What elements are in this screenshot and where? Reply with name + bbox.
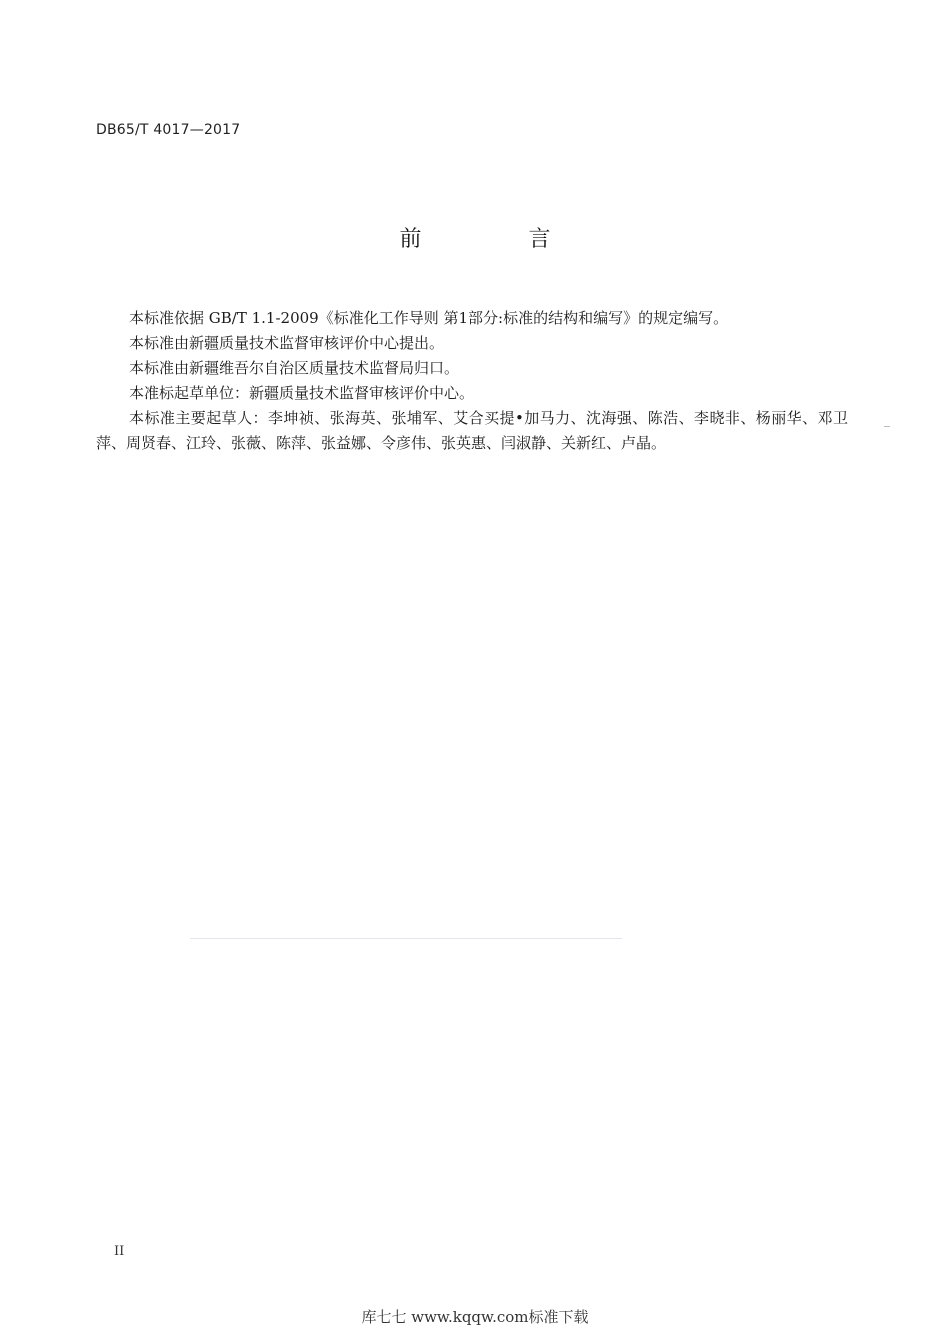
scan-artifact-line: [190, 938, 622, 939]
paragraph-drafters: 本标准主要起草人：李坤祯、张海英、张埔军、艾合买提•加马力、沈海强、陈浩、李晓非、杨丽华、邓卫萍、周贤春、江玲、张薇、陈萍、张益娜、令彦伟、张英惠、闫淑静、关新红、卢晶。: [96, 409, 848, 452]
foreword-body: [96, 306, 848, 456]
document-code: DB65/T 4017—2017: [96, 122, 241, 138]
page-number: II: [114, 1244, 125, 1259]
paragraph-administrator: 本标准由新疆维吾尔自治区质量技术监督局归口。: [129, 359, 460, 377]
footer-watermark: 库七七 www.kqqw.com标准下载: [361, 1308, 589, 1326]
paragraph-basis: 本标准依据 GB/T 1.1-2009《标准化工作导则 第1部分:标准的结构和编写》的规定编写。: [129, 309, 729, 327]
paragraph-drafting-unit: 本准标起草单位：新疆质量技术监督审核评价中心。: [129, 384, 475, 402]
section-title: 前 言: [399, 227, 601, 252]
scan-mark: [884, 426, 890, 427]
paragraph-proposer: 本标准由新疆质量技术监督审核评价中心提出。: [129, 334, 445, 352]
